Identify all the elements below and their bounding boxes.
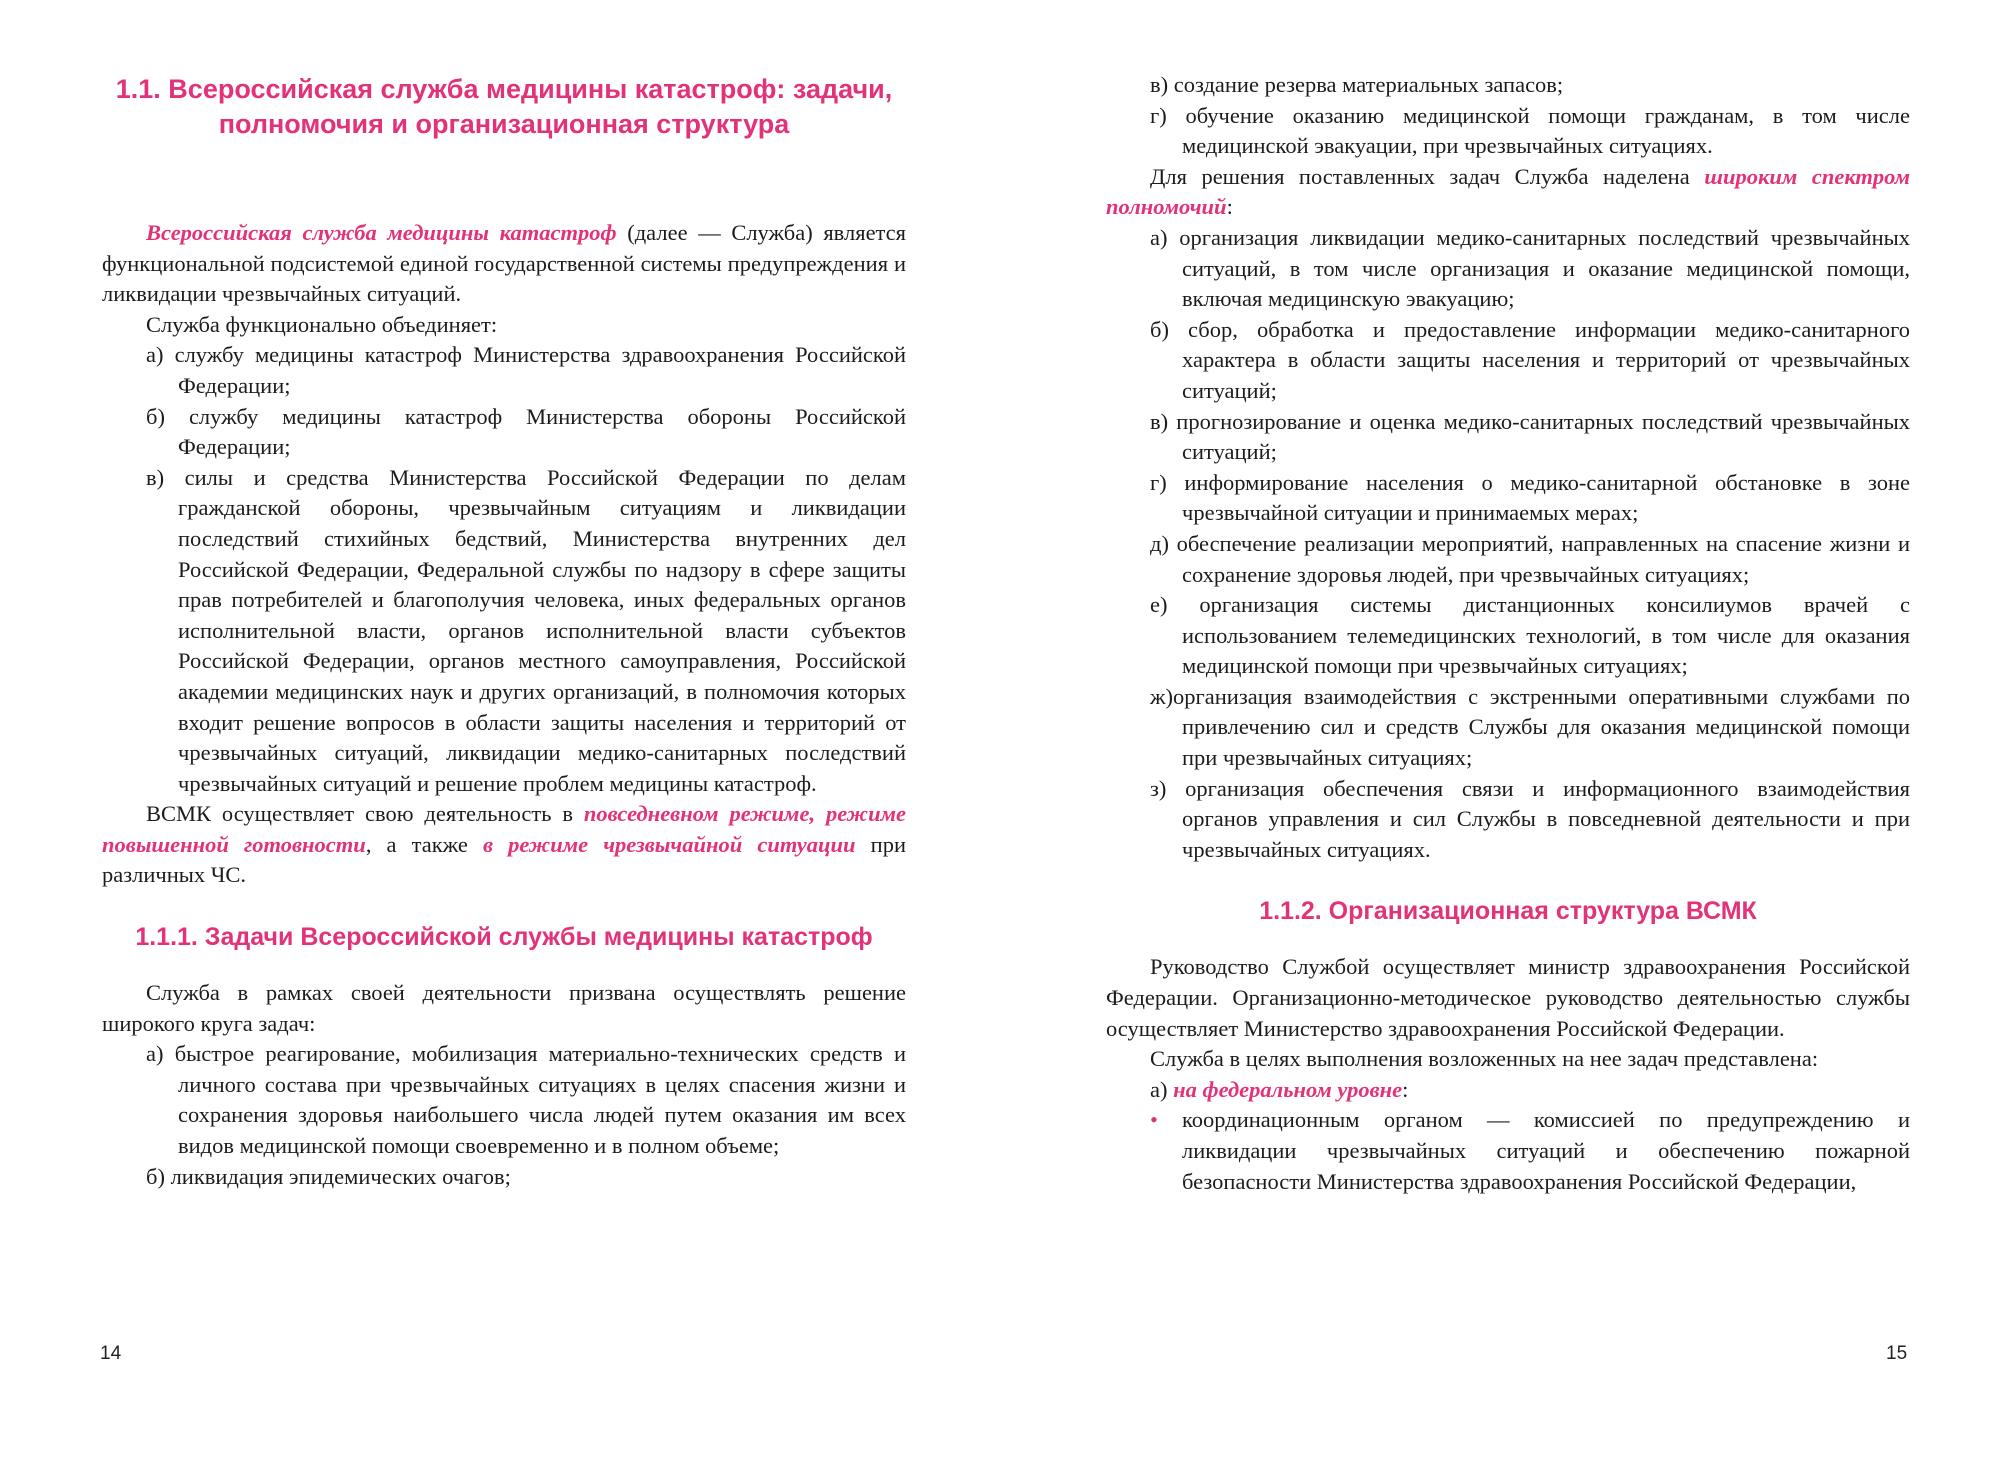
modes-text: , а также [365,831,483,857]
intro-emphasis: Всероссийская служба медицины катастроф [146,220,617,245]
subsection-heading: 1.1.2. Организационная структура ВСМК [1259,897,1757,926]
list-item: г) информирование населения о медико-санитарной обстановке в зоне чрезвычайной ситуации и принимаемых мерах; [1150,469,1910,526]
list-item: д) обеспечение реализации мероприятий, направленных на спасение жизни и сохранение здоровья людей, при чрезвычайных ситуациях; [1150,530,1910,587]
list-item: е) организация системы дистанционных консилиумов врачей с использованием телемедицинских технологий, в том числе для оказания медицинской помощи при чрезвычайных ситуациях; [1150,592,1910,679]
bullet-icon: • [1150,1107,1158,1133]
subsection-heading: 1.1.1. Задачи Всероссийской службы медицины катастроф [135,923,873,952]
list-item: а) службу медицины катастроф Министерства здравоохранения Российской Федерации; [146,342,906,398]
powers-text: : [1226,194,1233,220]
unites-paragraph: Служба функционально объединяет: [146,311,498,337]
right-page [1000,0,2000,1465]
section-heading: 1.1. Всероссийская служба медицины катастроф: задачи, полномочия и организационная структура [115,74,893,139]
bullet-item [1106,1105,1910,1197]
modes-paragraph [102,799,906,891]
leadership-paragraph: Руководство Службой осуществляет министр здравоохранения Российской Федерации. Организационно-методическое руководство деятельностью службы осуществляет Министерство здравоохранения Российской Федерации. [1106,954,1910,1041]
list-item: в) силы и средства Министерства Российской Федерации по делам гражданской обороны, чрезвычайным ситуациям и ликвидации последствий стихийных бедствий, Министерства внутренних дел Российской Федерации, Федеральной службы по надзору в сфере защиты прав потребителей и благополучия человека, иных федеральных органов исполнительной власти, органов исполнительной власти субъектов Российской Федерации, органов местного самоуправления, Российской академии медицинских наук и других организаций, в полномочия которых входит решение вопросов в области защиты населения и территорий от чрезвычайных ситуаций, ликвидации медико-санитарных последствий чрезвычайных ситуаций и решение проблем медицины катастроф. [146,464,906,796]
powers-intro [1106,162,1910,223]
modes-emphasis: повседневном режиме, режиме повышенной готовности [102,801,907,857]
left-column [102,218,906,1192]
federal-emphasis: на федеральном уровне [1173,1076,1403,1102]
list-item: ж)организация взаимодействия с экстренными оперативными службами по привлечению сил и средств Службы для оказания медицинской помощи при чрезвычайных ситуациях; [1150,683,1910,771]
powers-emphasis: широким спектром полномочий [1106,163,1910,220]
list-item: в) создание резерва материальных запасов; [1150,72,1564,97]
list-item: в) прогнозирование и оценка медико-санитарных последствий чрезвычайных ситуаций; [1150,408,1910,465]
federal-suffix: : [1402,1076,1409,1102]
modes-text: ВСМК осуществляет свою деятельность в [146,801,584,827]
represented-paragraph: Служба в целях выполнения возложенных на нее задач представлена: [1150,1046,1819,1072]
powers-text: Для решения поставленных задач Служба наделена [1150,163,1705,189]
modes-text: при различных ЧС. [102,831,906,888]
federal-level-item [1106,1075,1910,1106]
right-column [1106,70,1910,1197]
federal-prefix: а) [1150,1076,1174,1102]
tasks-intro: Служба в рамках своей деятельности призвана осуществлять решение широкого круга задач: [102,980,906,1036]
list-item: г) обучение оказанию медицинской помощи гражданам, в том числе медицинской эвакуации, при чрезвычайных ситуациях. [1150,102,1910,159]
bullet-text: координационным органом — комиссией по предупреждению и ликвидации чрезвычайных ситуаций и обеспечению пожарной безопасности Министерства здравоохранения Российской Федерации, [1182,1107,1910,1194]
list-item: б) службу медицины катастроф Министерства обороны Российской Федерации; [146,403,906,460]
page-number: 15 [1886,1343,1908,1364]
list-item: б) ликвидация эпидемических очагов; [146,1163,511,1189]
page-number: 14 [100,1343,122,1364]
list-item: б) сбор, обработка и предоставление информации медико-санитарного характера в области защиты населения и территорий от чрезвычайных ситуаций; [1150,316,1910,403]
intro-paragraph [102,218,906,310]
list-item: а) организация ликвидации медико-санитарных последствий чрезвычайных ситуаций, в том числе организация и оказание медицинской помощи, включая медицинскую эвакуацию; [1150,224,1910,312]
intro-text: (далее — Служба) является функциональной подсистемой единой государственной системы предупреждения и ликвидации чрезвычайных ситуаций. [102,220,907,307]
modes-emphasis: в режиме чрезвычайной ситуации [482,831,856,857]
list-item: а) быстрое реагирование, мобилизация материально-технических средств и личного состава при чрезвычайных ситуациях в целях спасения жизни и сохранения здоровья наибольшего числа людей путем оказания им всех видов медицинской помощи своевременно и в полном объеме; [146,1041,906,1159]
list-item: з) организация обеспечения связи и информационного взаимодействия органов управления и сил Службы в повседневной деятельности и при чрезвычайных ситуациях. [1150,775,1910,862]
